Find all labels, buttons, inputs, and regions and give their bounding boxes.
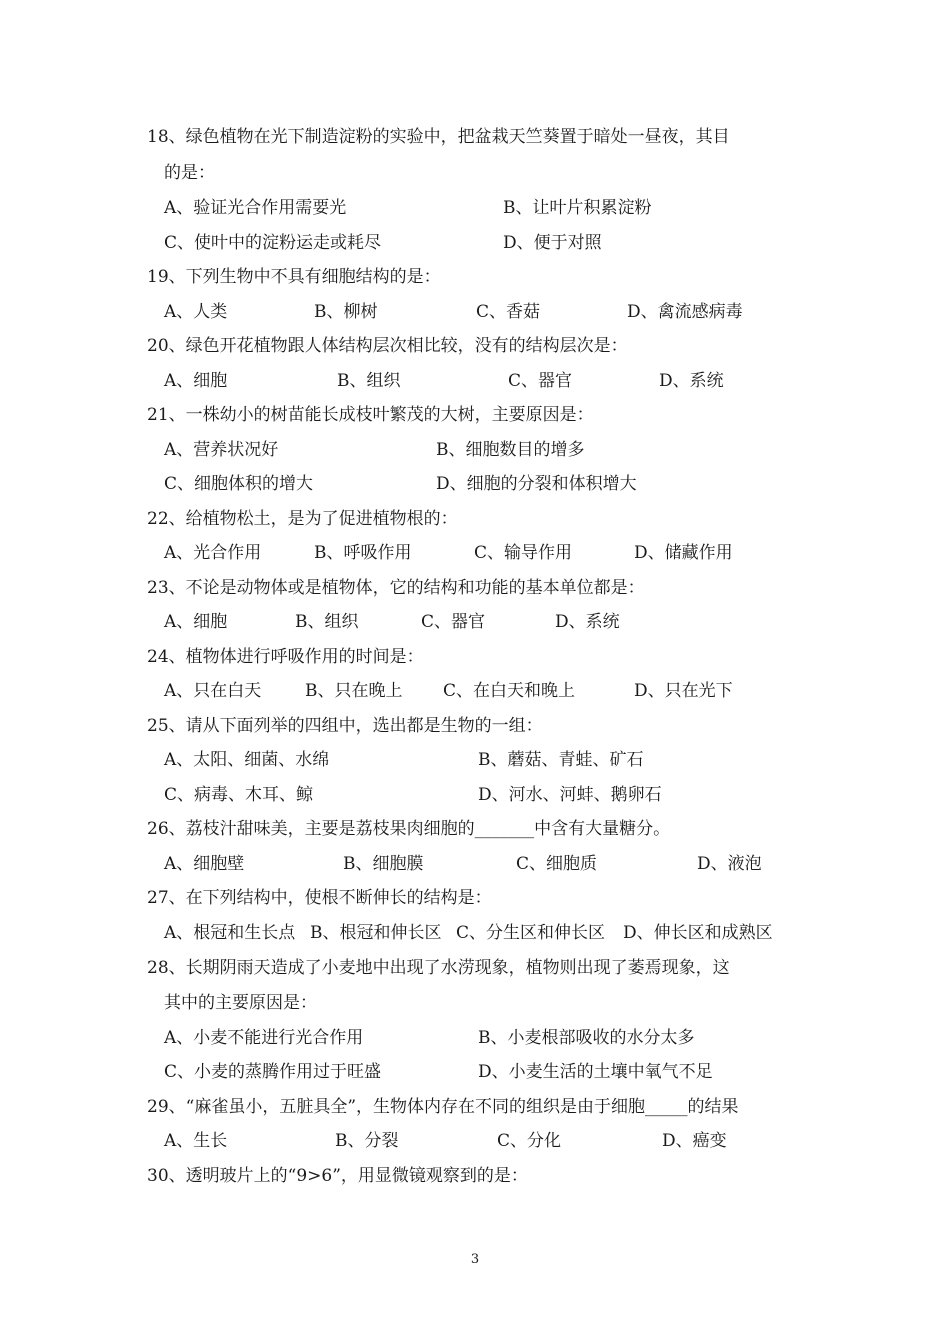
question-25-option-b: B、蘑菇、青蛙、矿石 bbox=[478, 750, 644, 770]
question-20-option-b: B、组织 bbox=[337, 371, 401, 391]
question-21-text: 21、一株幼小的树苗能长成枝叶繁茂的大树，主要原因是： bbox=[147, 405, 594, 425]
question-19-option-a: A、人类 bbox=[164, 302, 228, 322]
question-24-option-c: C、在白天和晚上 bbox=[443, 681, 576, 701]
question-29-option-a: A、生长 bbox=[164, 1131, 228, 1151]
question-24-option-a: A、只在白天 bbox=[164, 681, 262, 701]
question-22-option-d: D、储藏作用 bbox=[634, 543, 733, 563]
question-18-text: 18、绿色植物在光下制造淀粉的实验中，把盆栽天竺葵置于暗处一昼夜，其目 bbox=[147, 127, 730, 147]
question-21-option-a: A、营养状况好 bbox=[164, 440, 279, 460]
page-number: 3 bbox=[470, 1252, 480, 1267]
question-19-option-c: C、香菇 bbox=[476, 302, 541, 322]
question-19-option-d: D、禽流感病毒 bbox=[627, 302, 743, 322]
question-18-option-a: A、验证光合作用需要光 bbox=[164, 198, 347, 218]
question-27-option-d: D、伸长区和成熟区 bbox=[623, 923, 773, 943]
question-23-option-d: D、系统 bbox=[555, 612, 620, 632]
question-21-option-b: B、细胞数目的增多 bbox=[436, 440, 585, 460]
question-22-option-b: B、呼吸作用 bbox=[314, 543, 412, 563]
question-30-text: 30、透明玻片上的“9>6”，用显微镜观察到的是： bbox=[147, 1166, 528, 1186]
question-18-option-c: C、使叶中的淀粉运走或耗尽 bbox=[164, 233, 382, 253]
question-25-option-a: A、太阳、细菌、水绵 bbox=[164, 750, 330, 770]
question-29-option-c: C、分化 bbox=[497, 1131, 562, 1151]
question-27-option-a: A、根冠和生长点 bbox=[164, 923, 296, 943]
question-27-option-b: B、根冠和伸长区 bbox=[310, 923, 442, 943]
question-24-option-b: B、只在晚上 bbox=[305, 681, 403, 701]
question-19-option-b: B、柳树 bbox=[314, 302, 378, 322]
question-20-option-c: C、器官 bbox=[508, 371, 573, 391]
question-19-text: 19、下列生物中不具有细胞结构的是： bbox=[147, 267, 441, 287]
question-23-text: 23、不论是动物体或是植物体，它的结构和功能的基本单位都是： bbox=[147, 578, 645, 598]
question-28-option-d: D、小麦生活的土壤中氧气不足 bbox=[478, 1062, 713, 1082]
question-27-text: 27、在下列结构中，使根不断伸长的结构是： bbox=[147, 888, 492, 908]
question-29-option-d: D、癌变 bbox=[662, 1131, 727, 1151]
question-23-option-b: B、组织 bbox=[295, 612, 359, 632]
question-20-text: 20、绿色开花植物跟人体结构层次相比较，没有的结构层次是： bbox=[147, 336, 628, 356]
question-26-option-d: D、液泡 bbox=[697, 854, 762, 874]
question-25-text: 25、请从下面列举的四组中，选出都是生物的一组： bbox=[147, 716, 543, 736]
question-22-text: 22、给植物松土，是为了促进植物根的： bbox=[147, 509, 458, 529]
question-26-option-a: A、细胞壁 bbox=[164, 854, 245, 874]
question-27-option-c: C、分生区和伸长区 bbox=[456, 923, 606, 943]
question-26-option-b: B、细胞膜 bbox=[343, 854, 424, 874]
question-26-text: 26、荔枝汁甜味美，主要是荔枝果肉细胞的_______中含有大量糖分。 bbox=[147, 819, 671, 839]
question-28-option-b: B、小麦根部吸收的水分太多 bbox=[478, 1028, 695, 1048]
question-23-option-c: C、器官 bbox=[421, 612, 486, 632]
question-18-text-continued: 的是： bbox=[164, 163, 215, 183]
question-20-option-a: A、细胞 bbox=[164, 371, 228, 391]
question-29-text: 29、“麻雀虽小，五脏具全”，生物体内存在不同的组织是由于细胞_____的结果 bbox=[147, 1097, 739, 1117]
question-29-option-b: B、分裂 bbox=[335, 1131, 399, 1151]
question-28-text-continued: 其中的主要原因是： bbox=[164, 993, 317, 1013]
question-22-option-c: C、输导作用 bbox=[474, 543, 573, 563]
question-28-option-a: A、小麦不能进行光合作用 bbox=[164, 1028, 364, 1048]
question-20-option-d: D、系统 bbox=[659, 371, 724, 391]
question-18-option-b: B、让叶片积累淀粉 bbox=[503, 198, 652, 218]
question-18-option-d: D、便于对照 bbox=[503, 233, 602, 253]
question-21-option-d: D、细胞的分裂和体积增大 bbox=[436, 474, 637, 494]
question-28-text: 28、长期阴雨天造成了小麦地中出现了水涝现象，植物则出现了萎焉现象，这 bbox=[147, 958, 730, 978]
question-25-option-d: D、河水、河蚌、鹅卵石 bbox=[478, 785, 662, 805]
question-21-option-c: C、细胞体积的增大 bbox=[164, 474, 314, 494]
question-24-text: 24、植物体进行呼吸作用的时间是： bbox=[147, 647, 424, 667]
question-23-option-a: A、细胞 bbox=[164, 612, 228, 632]
question-28-option-c: C、小麦的蒸腾作用过于旺盛 bbox=[164, 1062, 382, 1082]
question-24-option-d: D、只在光下 bbox=[634, 681, 733, 701]
question-26-option-c: C、细胞质 bbox=[516, 854, 598, 874]
question-25-option-c: C、病毒、木耳、鲸 bbox=[164, 785, 314, 805]
question-22-option-a: A、光合作用 bbox=[164, 543, 262, 563]
